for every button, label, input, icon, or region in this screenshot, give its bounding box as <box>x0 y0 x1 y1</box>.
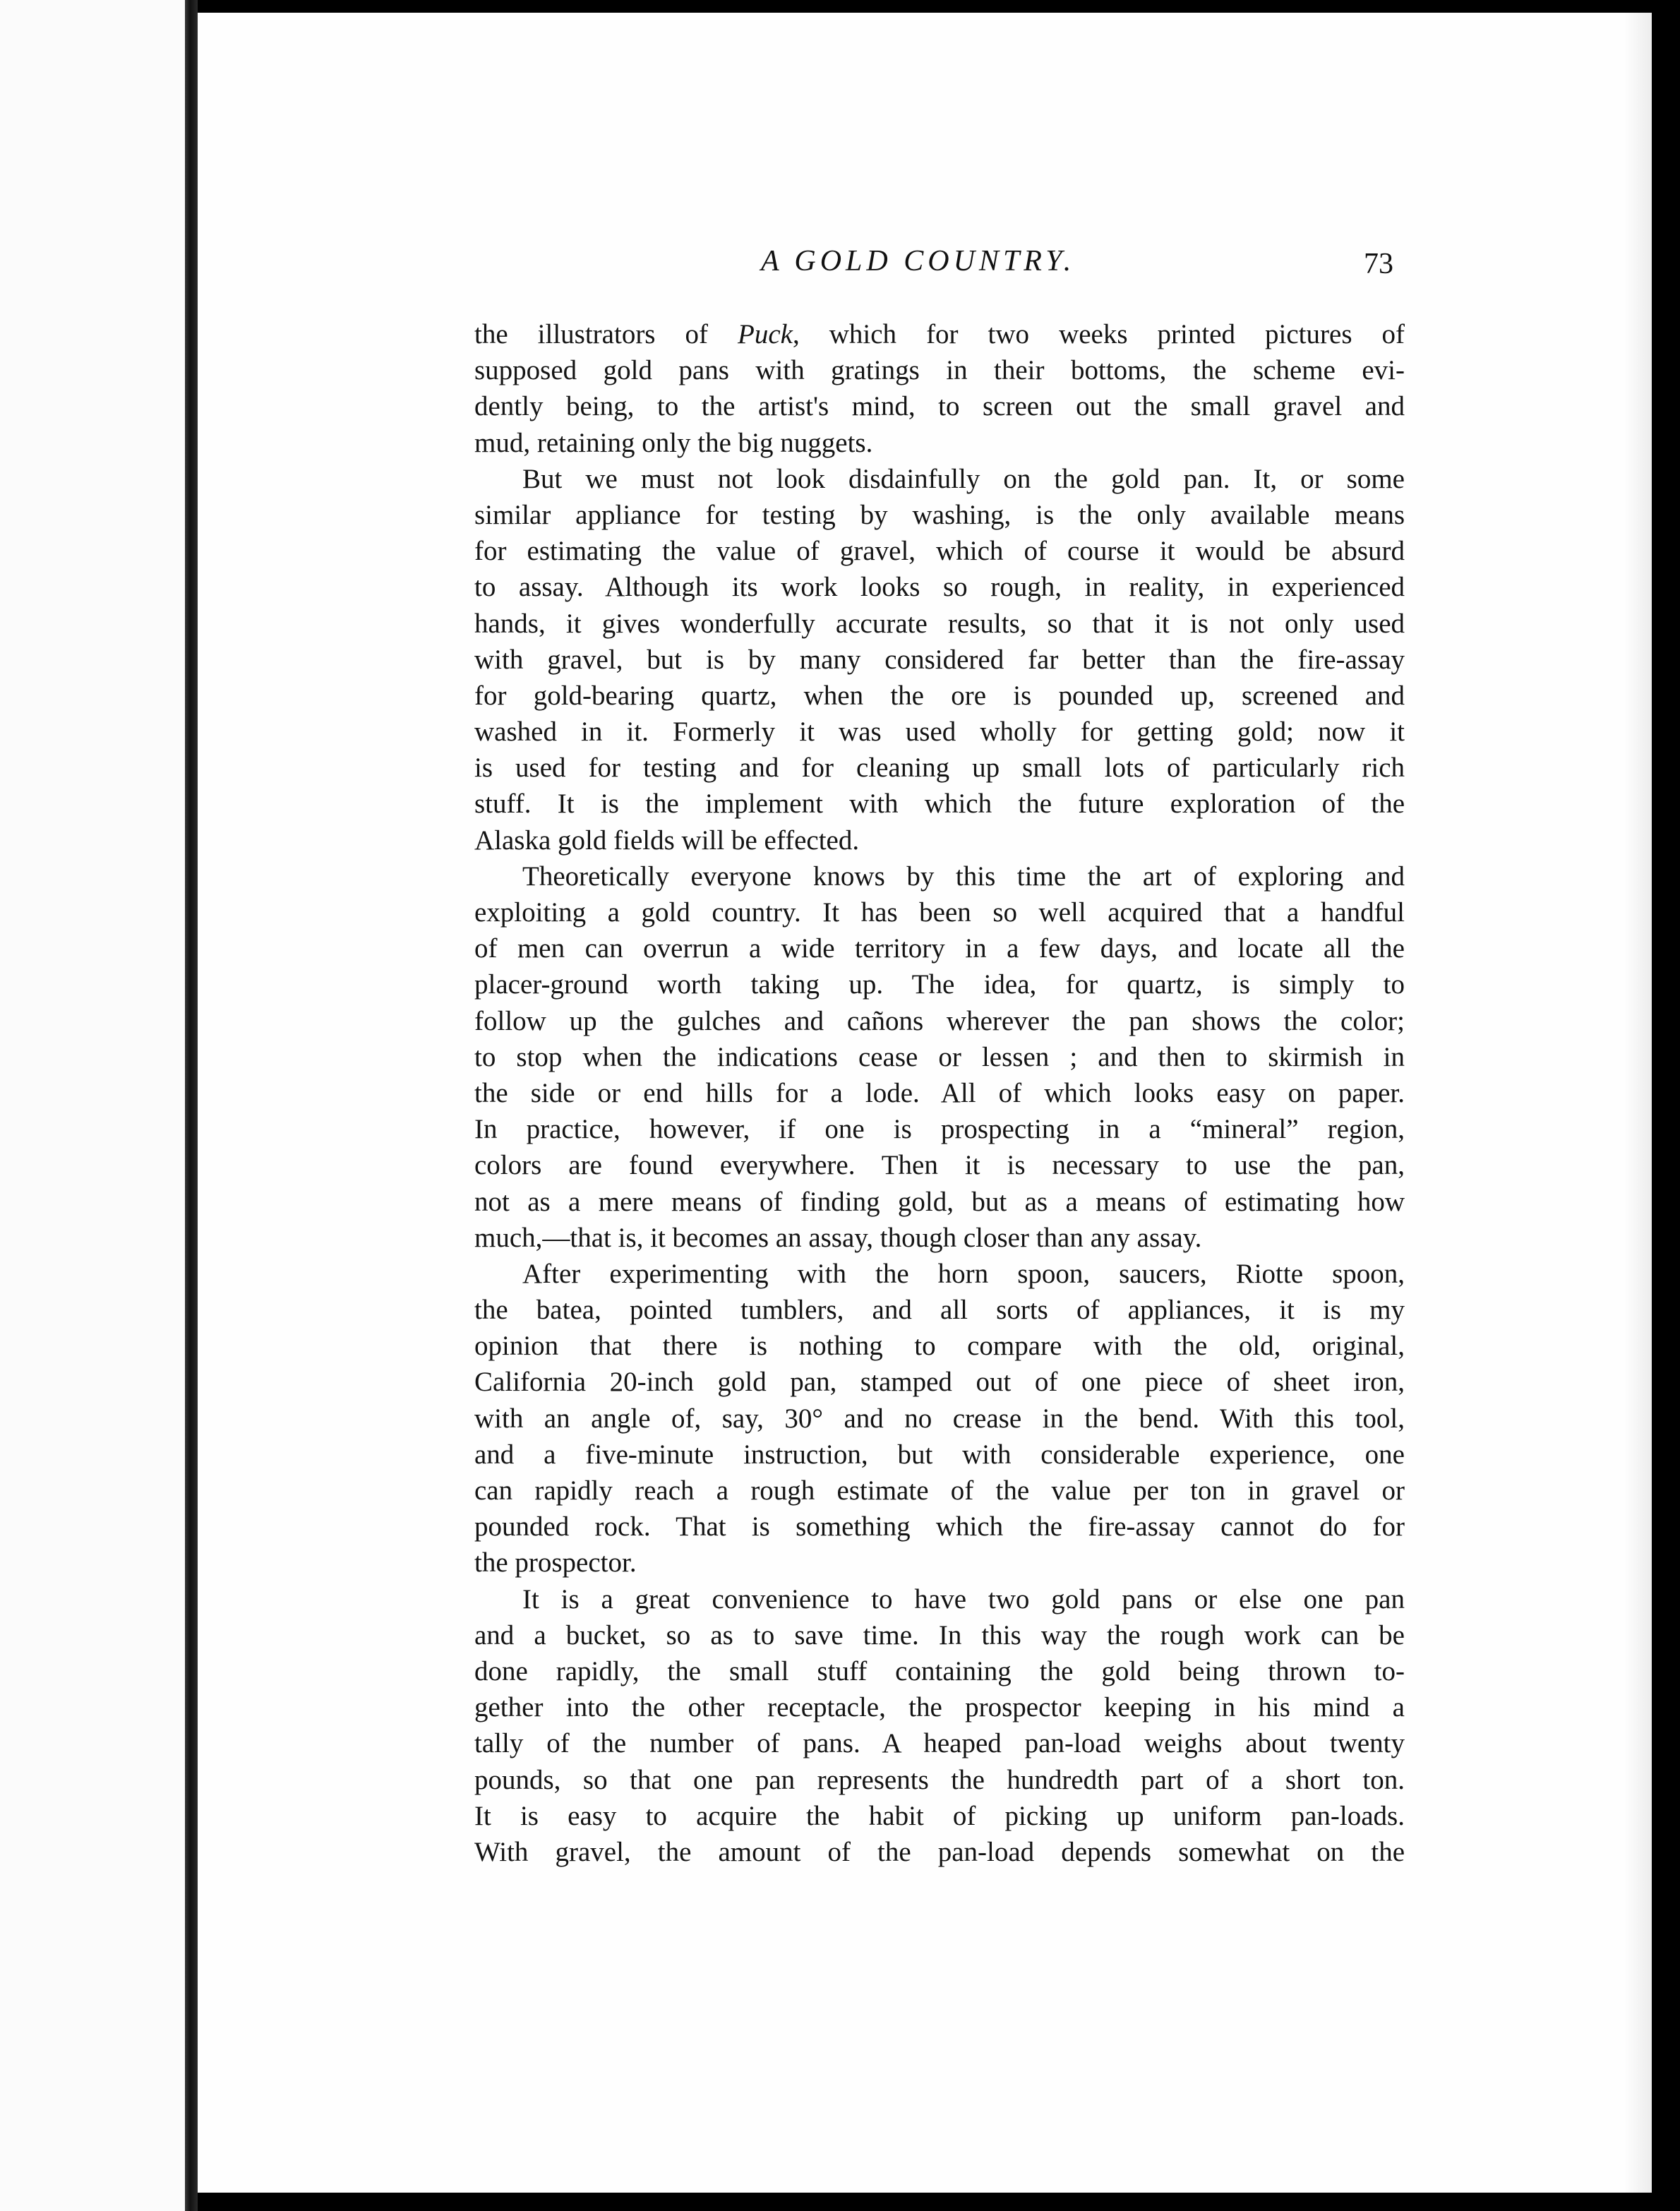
text-line: With gravel, the amount of the pan-load depends somewhat on the <box>474 1836 1405 1867</box>
page-edge-shadow <box>1624 13 1652 2193</box>
italic-title: Puck <box>738 319 793 349</box>
text-line: hands, it gives wonderfully accurate results, so that it is not only used <box>474 608 1405 639</box>
text-line: is used for testing and for cleaning up small lots of particularly rich <box>474 753 1405 784</box>
text-line: done rapidly, the small stuff containing the gold being thrown to- <box>474 1655 1405 1686</box>
text-line: stuff. It is the implement with which the future exploration of the <box>474 789 1405 820</box>
text-line: the batea, pointed tumblers, and all sorts of appliances, it is my <box>474 1295 1405 1326</box>
text-line: exploiting a gold country. It has been so well acquired that a handful <box>474 897 1405 928</box>
facing-page-edge <box>0 0 185 2211</box>
text-line: California 20-inch gold pan, stamped out of one piece of sheet iron, <box>474 1367 1405 1398</box>
book-gutter <box>185 0 198 2211</box>
text-line: for gold-bearing quartz, when the ore is pounded up, screened and <box>474 680 1405 711</box>
text-line: In practice, however, if one is prospecting in a “mineral” region, <box>474 1114 1405 1145</box>
text-line: opinion that there is nothing to compare with the old, original, <box>474 1331 1405 1362</box>
page-number: 73 <box>1364 248 1393 280</box>
text-line: the illustrators of Puck, which for two weeks printed pictures of <box>474 319 1405 349</box>
text-line: gether into the other receptacle, the prospector keeping in his mind a <box>474 1692 1405 1723</box>
text-line: of men can overrun a wide territory in a few days, and locate all the <box>474 933 1405 964</box>
text-line: placer-ground worth taking up. The idea, for quartz, is simply to <box>474 969 1405 1000</box>
paragraph-start-line: Theoretically everyone knows by this time the art of exploring and <box>522 861 1405 892</box>
text-line: Alaska gold fields will be effected. <box>474 825 860 856</box>
paragraph-start-line: It is a great convenience to have two gold pans or else one pan <box>522 1583 1405 1614</box>
text-line: washed in it. Formerly it was used wholly for getting gold; now it <box>474 717 1405 748</box>
paragraph-start-line: After experimenting with the horn spoon, saucers, Riotte spoon, <box>522 1258 1405 1289</box>
text-line: follow up the gulches and cañons wherever the pan shows the color; <box>474 1005 1405 1036</box>
text-line: pounds, so that one pan represents the hundredth part of a short ton. <box>474 1764 1405 1795</box>
text-line: colors are found everywhere. Then it is necessary to use the pan, <box>474 1150 1405 1181</box>
text-line: can rapidly reach a rough estimate of the value per ton in gravel or <box>474 1475 1405 1506</box>
text-line: It is easy to acquire the habit of picking up uniform pan-loads. <box>474 1800 1405 1831</box>
text-line: and a five-minute instruction, but with considerable experience, one <box>474 1439 1405 1470</box>
text-line: to stop when the indications cease or lessen ; and then to skirmish in <box>474 1041 1405 1072</box>
body-text <box>474 316 1405 1870</box>
text-line: dently being, to the artist's mind, to screen out the small gravel and <box>474 391 1405 422</box>
running-head: A GOLD COUNTRY. <box>761 245 1076 277</box>
text-line: pounded rock. That is something which the fire-assay cannot do for <box>474 1511 1405 1542</box>
text-line: tally of the number of pans. A heaped pan-load weighs about twenty <box>474 1728 1405 1759</box>
text-line: for estimating the value of gravel, which of course it would be absurd <box>474 536 1405 567</box>
text-line: much,—that is, it becomes an assay, though closer than any assay. <box>474 1222 1202 1253</box>
paragraph-start-line: But we must not look disdainfully on the gold pan. It, or some <box>522 463 1405 494</box>
text-line: with gravel, but is by many considered far better than the fire-assay <box>474 644 1405 675</box>
text-line: the prospector. <box>474 1547 637 1578</box>
text-line: mud, retaining only the big nuggets. <box>474 427 873 458</box>
text-line: to assay. Although its work looks so rough, in reality, in experienced <box>474 572 1405 603</box>
text-line: with an angle of, say, 30° and no crease in the bend. With this tool, <box>474 1403 1405 1434</box>
text-line: and a bucket, so as to save time. In this way the rough work can be <box>474 1619 1405 1650</box>
text-line: the side or end hills for a lode. All of which looks easy on paper. <box>474 1077 1405 1108</box>
text-line: similar appliance for testing by washing, is the only available means <box>474 499 1405 530</box>
text-line: supposed gold pans with gratings in their bottoms, the scheme evi- <box>474 355 1405 386</box>
text-line: not as a mere means of finding gold, but as a means of estimating how <box>474 1186 1405 1217</box>
